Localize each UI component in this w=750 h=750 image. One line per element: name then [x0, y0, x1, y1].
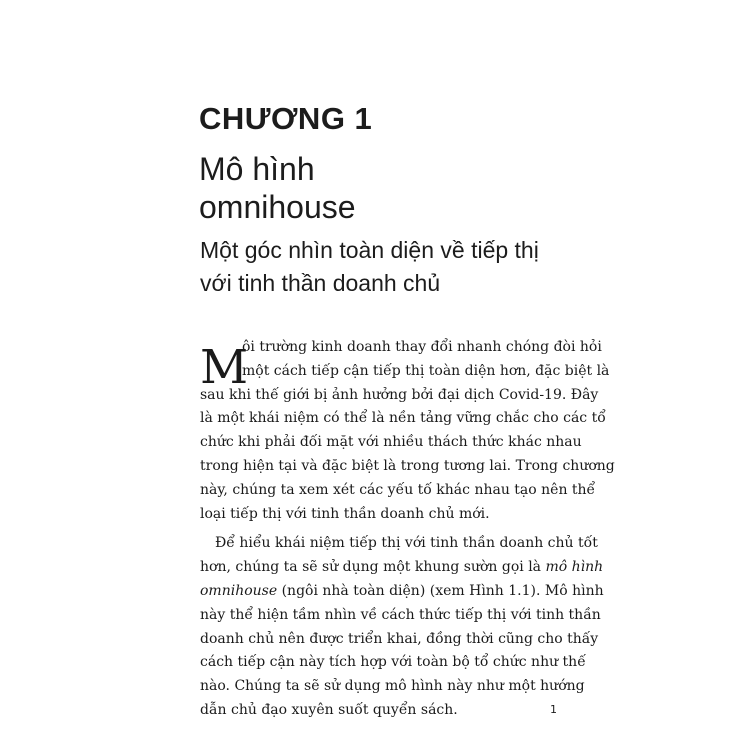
chapter-subtitle-line: Một góc nhìn toàn diện về tiếp thị: [200, 237, 539, 263]
text-line: sau khi thế giới bị ảnh hưởng bởi đại dịch Covid-19. Đây: [200, 386, 599, 403]
text-run: hơn, chúng ta sẽ sử dụng một khung sườn gọi là: [200, 559, 546, 576]
chapter-title-line: omnihouse: [199, 189, 356, 225]
text-line: này thể hiện tầm nhìn về cách thức tiếp thị với tinh thần: [200, 606, 601, 623]
chapter-title: [199, 150, 559, 226]
text-line: trong hiện tại và đặc biệt là trong tương lai. Trong chương: [200, 457, 615, 474]
text-line: dẫn chủ đạo xuyên suốt quyển sách.: [200, 701, 458, 718]
text-line: cách tiếp cận này tích hợp với toàn bộ tổ chức như thế: [200, 654, 586, 671]
chapter-subtitle-line: với tinh thần doanh chủ: [200, 270, 441, 296]
italic-term: omnihouse: [200, 582, 278, 599]
text-line: [200, 556, 604, 580]
chapter-subtitle: [200, 234, 600, 300]
text-line: một cách tiếp cận tiếp thị toàn diện hơn, đặc biệt là: [242, 362, 610, 379]
drop-cap: M: [200, 340, 249, 395]
text-line: này, chúng ta xem xét các yếu tố khác nhau tạo nên thể: [200, 481, 596, 498]
chapter-title-line: Mô hình: [199, 151, 315, 187]
chapter-label: CHƯƠNG 1: [199, 101, 373, 136]
text-line: Để hiểu khái niệm tiếp thị với tinh thần doanh chủ tốt: [215, 535, 598, 552]
text-line: [200, 580, 604, 604]
page-number: 1: [550, 703, 557, 716]
text-run: (ngôi nhà toàn diện) (xem Hình 1.1). Mô hình: [277, 582, 604, 599]
text-line: nào. Chúng ta sẽ sử dụng mô hình này như một hướng: [200, 678, 585, 695]
text-line: chức khi phải đối mặt với nhiều thách thức khác nhau: [200, 434, 582, 451]
paragraph-1: [200, 336, 615, 526]
paragraph-2: [200, 532, 604, 722]
text-line: loại tiếp thị với tinh thần doanh chủ mới.: [200, 505, 490, 522]
text-line: doanh chủ nên được triển khai, đồng thời cũng cho thấy: [200, 630, 599, 647]
italic-term: mô hình: [545, 559, 604, 576]
text-line: ôi trường kinh doanh thay đổi nhanh chóng đòi hỏi: [242, 339, 602, 355]
body-text: [200, 336, 615, 723]
text-line: là một khái niệm có thể là nền tảng vững chắc cho các tổ: [200, 410, 606, 427]
